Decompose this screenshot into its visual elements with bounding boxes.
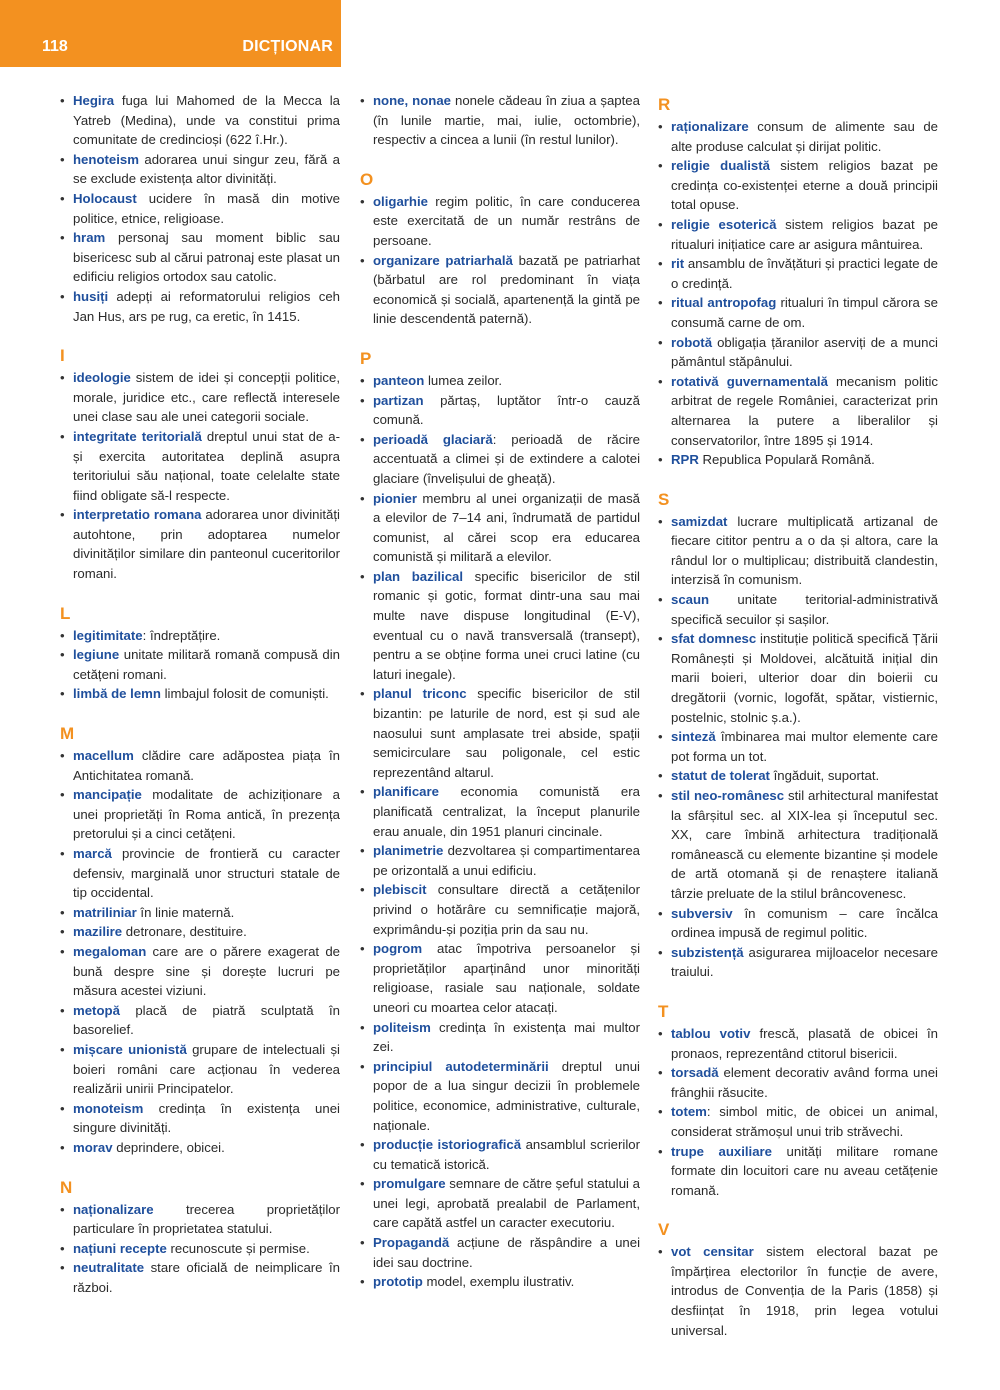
entry-definition: sistem electoral bazat pe împărțirea electorilor în funcție de avere, introdus de Convenția de la Paris (1858) și desființat în 1918, prin legea votului universal. xyxy=(671,1244,938,1338)
entry-term: Holocaust xyxy=(73,190,137,206)
glossary-entry xyxy=(658,629,938,727)
entry-term: națiuni recepte xyxy=(73,1240,167,1256)
glossary-entry xyxy=(658,372,938,450)
entry-definition: unități militare romane formate din locuitori care nu aveau cetățenie romană. xyxy=(671,1143,938,1198)
glossary-entry xyxy=(60,427,340,505)
entry-term: none, nonae xyxy=(373,93,451,108)
entry-definition: dreptul unui popor de a lua singur decizii în problemele politice, economice, administrative, culturale, naționale. xyxy=(373,1058,640,1133)
glossary-entry xyxy=(658,786,938,904)
page-header xyxy=(0,0,341,67)
glossary-entry xyxy=(60,1258,340,1297)
glossary-entry xyxy=(60,1099,340,1138)
entry-term: principiul autodeterminării xyxy=(373,1058,549,1074)
entry-term: robotă xyxy=(671,334,713,350)
entry-definition: specific bisericilor de stil bizantin: pe laturile de nord, est și sud ale naosului sunt amplasate trei abside, spații semicirculare sau poligonale, cel estic reprezentând altarul. xyxy=(373,686,640,780)
entry-term: hram xyxy=(73,230,106,246)
entry-definition: membru al unei organizații de masă a elevilor de 7–14 ani, îndrumată de partidul comunist, al cărei scop era educarea comunistă și militară a elevilor. xyxy=(373,490,640,565)
entry-term: planificare xyxy=(373,784,439,800)
section-letter: S xyxy=(658,489,670,509)
entry-definition: specific bisericilor de stil romanic și gotic, format dintr-una sau mai multe nave dispuse longitudinal (E-V), eventual cu o navă transversală (transept), pentru a se obține forma unei cruci latine (cu laturi inegale). xyxy=(373,568,640,682)
entry-definition: ritualuri în timpul cărora se consumă carne de om. xyxy=(671,295,938,330)
glossary-section xyxy=(60,91,340,326)
entry-definition: atac împotriva persoanelor și proprietăților aparținând unor minorități religioase, rasiale sau naționale, soldate uneori cu moartea celor atacați. xyxy=(373,941,640,1015)
entry-definition: recunoscute și permise. xyxy=(166,1240,310,1256)
glossary-entry xyxy=(658,333,938,372)
glossary-entry xyxy=(360,371,640,391)
glossary-entry xyxy=(60,228,340,287)
entry-definition: lucrare multiplicată artizanal de fiecare cititor pentru a o da și altora, care la rândul lor o multiplicau; distribuită clandestin, interzisă în comunism. xyxy=(671,513,938,588)
entry-definition: sistem religios bazat pe ritualuri inițiatice care ar asigura mântuirea. xyxy=(671,216,938,252)
glossary-entry xyxy=(658,293,938,332)
entry-definition: frescă, plasată de obicei în pronaos, reprezentând ctitorul bisericii. xyxy=(671,1025,939,1061)
entry-term: integritate teritorială xyxy=(73,428,202,444)
entry-list xyxy=(658,512,938,982)
glossary-entry xyxy=(658,254,938,293)
entry-definition: părtaș, luptător într-o cauză comună. xyxy=(373,392,640,428)
entry-term: rotativă guvernamentală xyxy=(671,373,828,389)
glossary-entry xyxy=(360,1057,640,1135)
glossary-entry xyxy=(60,1040,340,1099)
glossary-entry xyxy=(360,1174,640,1233)
glossary-entry xyxy=(658,1102,938,1141)
column-3 xyxy=(658,95,938,1360)
section-letter: O xyxy=(360,169,374,189)
entry-definition: în comunism – care încălca ordinea impusă de regimul politic. xyxy=(671,905,938,941)
entry-term: naționalizare xyxy=(73,1201,154,1217)
glossary-entry xyxy=(60,368,340,427)
entry-term: Hegira xyxy=(73,93,115,108)
entry-term: prototip xyxy=(373,1274,423,1290)
glossary-entry xyxy=(360,1272,640,1292)
glossary-section xyxy=(360,91,640,150)
glossary-entry xyxy=(658,727,938,766)
entry-definition: consum de alimente sau de alte produse calculat și dirijat politic. xyxy=(671,119,938,154)
entry-definition: mecanism politic arbitrat de regele României, caracterizat prin alternarea la putere a liberalilor și conservatorilor, între 1895 și 1914. xyxy=(671,373,938,448)
entry-term: plan bazilical xyxy=(373,568,464,584)
entry-term: legitimitate xyxy=(73,627,143,643)
entry-term: macellum xyxy=(73,748,134,764)
entry-definition: Republica Populară Română. xyxy=(698,452,875,468)
entry-term: totem xyxy=(671,1104,707,1120)
entry-term: politeism xyxy=(373,1019,431,1035)
glossary-section xyxy=(658,95,938,470)
entry-definition: îngăduit, suportat. xyxy=(769,768,880,784)
entry-list xyxy=(658,117,938,470)
entry-definition: ansamblu de învățături și practici legate de o credință. xyxy=(671,256,938,291)
entry-definition: obligația țăranilor aserviți de a munci pământul stăpânului. xyxy=(671,334,938,370)
entry-definition: provincie de frontieră cu caracter defensiv, marginală unor structuri statale de tip occidental. xyxy=(73,846,340,901)
glossary-entry xyxy=(60,626,340,646)
section-title: DICȚIONAR xyxy=(242,38,333,55)
entry-definition: instituție politică specifică Țării Românești și Moldovei, alcătuită inițial din marii boieri, ulterior doar din boierii cu dregătorii (vornic, logofăt, spătar, vistiernic, postelnic, stolnic ș.a.). xyxy=(671,631,938,725)
entry-term: ideologie xyxy=(73,370,131,386)
entry-term: trupe auxiliare xyxy=(671,1143,773,1159)
glossary-entry xyxy=(60,1239,340,1259)
entry-definition: adepți ai reformatorului religios ceh Jan Hus, ars pe rug, ca eretic, în 1415. xyxy=(73,288,340,324)
entry-definition: adorarea unor divinități autohtone, prin adoptarea numelor divinităților similare din panteonul cuceritorilor romani. xyxy=(73,507,340,582)
entry-definition: regim politic, în care conducerea este exercitată de un număr restrâns de persoane. xyxy=(373,193,640,248)
glossary-entry xyxy=(658,1024,938,1063)
glossary-entry xyxy=(658,156,938,215)
glossary-entry xyxy=(360,1233,640,1272)
glossary-section xyxy=(360,349,640,1292)
section-letter: M xyxy=(60,724,75,744)
entry-term: raționalizare xyxy=(671,119,749,134)
glossary-entry xyxy=(60,684,340,704)
entry-definition: lumea zeilor. xyxy=(424,372,502,388)
entry-term: planul triconc xyxy=(373,686,467,702)
glossary-section xyxy=(60,1178,340,1298)
entry-term: ritual antropofag xyxy=(671,295,777,311)
glossary-section xyxy=(60,724,340,1157)
entry-term: samizdat xyxy=(671,513,728,529)
glossary-section xyxy=(360,170,640,329)
entry-term: planimetrie xyxy=(373,843,444,859)
glossary-section xyxy=(658,490,938,982)
section-letter: V xyxy=(658,1220,670,1240)
entry-definition: care are o părere exagerat de bună despre sine și dorește lucruri pe măsura acestei viziuni. xyxy=(73,943,340,999)
glossary-entry xyxy=(60,844,340,903)
entry-definition: stare oficială de neimplicare în război. xyxy=(73,1260,340,1295)
entry-definition: element decorativ având forma unei frânghii răsucite. xyxy=(671,1065,938,1100)
page-number: 118 xyxy=(42,38,68,55)
entry-definition: clădire care adăpostea piața în Antichitatea romană. xyxy=(73,748,340,783)
entry-list xyxy=(658,1024,938,1200)
entry-term: megaloman xyxy=(73,943,147,959)
entry-definition: ucidere în masă din motive politice, etnice, religioase. xyxy=(73,190,340,226)
entry-definition: model, exemplu ilustrativ. xyxy=(422,1274,575,1290)
entry-definition: unitate teritorial-administrativă specifică secuilor și sașilor. xyxy=(671,592,938,627)
glossary-entry xyxy=(360,251,640,329)
glossary-entry xyxy=(360,192,640,251)
entry-term: perioadă glaciară xyxy=(373,431,493,447)
glossary-entry xyxy=(60,922,340,942)
entry-term: subzistență xyxy=(671,944,744,960)
section-letter: I xyxy=(60,346,65,366)
entry-list xyxy=(60,626,340,704)
entry-definition: credința în existența unei singure divinități. xyxy=(73,1100,340,1136)
entry-term: statut de tolerat xyxy=(671,768,770,784)
entry-term: pionier xyxy=(373,490,417,506)
glossary-entry xyxy=(658,766,938,786)
entry-definition: detronare, destituire. xyxy=(122,924,247,940)
entry-list xyxy=(60,368,340,584)
glossary-entry xyxy=(60,903,340,923)
section-letter: P xyxy=(360,348,372,368)
entry-term: stil neo-românesc xyxy=(671,788,785,803)
glossary-section xyxy=(60,346,340,584)
column-1 xyxy=(60,91,340,1317)
glossary-entry xyxy=(60,1001,340,1040)
entry-definition: : perioadă de răcire accentuată a climei și de extindere a calotei glaciare (învelișului de gheață). xyxy=(373,431,640,486)
glossary-entry xyxy=(360,391,640,430)
entry-term: organizare patriarhală xyxy=(373,252,513,268)
glossary-entry xyxy=(60,645,340,684)
entry-term: metopă xyxy=(73,1002,120,1018)
entry-term: subversiv xyxy=(671,905,733,921)
entry-term: sinteză xyxy=(671,729,716,745)
entry-term: henoteism xyxy=(73,151,139,167)
entry-term: producție istoriografică xyxy=(373,1137,522,1153)
glossary-entry xyxy=(360,91,640,150)
entry-definition: sistem de idei și concepții politice, morale, juridice etc., care reflectă interesele unei clase sau ale unei categorii sociale. xyxy=(73,370,340,425)
entry-list xyxy=(658,1242,938,1340)
glossary-entry xyxy=(360,939,640,1017)
entry-term: oligarhie xyxy=(373,193,428,209)
entry-definition: unitate militară romană compusă din cetățeni romani. xyxy=(73,647,340,682)
entry-list xyxy=(360,91,640,150)
entry-definition: trecerea proprietăților particulare în proprietatea statului. xyxy=(73,1201,340,1237)
section-letter: T xyxy=(658,1001,669,1021)
glossary-entry xyxy=(360,841,640,880)
entry-definition: stil arhitectural manifestat la sfârșitul sec. al XIX-lea și începutul sec. XX, care îmbină arhitectura tradițională românească cu elemente bizantine și modele de artă otomană și de renaștere italiană târzie preluate de la stilul brâncovenesc. xyxy=(671,788,938,901)
glossary-entry xyxy=(60,942,340,1001)
entry-term: religie esoterică xyxy=(671,216,777,232)
entry-term: neutralitate xyxy=(73,1260,145,1276)
entry-term: vot censitar xyxy=(671,1244,754,1260)
glossary-section xyxy=(60,604,340,704)
entry-term: partizan xyxy=(373,392,424,408)
glossary-entry xyxy=(658,943,938,982)
entry-term: marcă xyxy=(73,846,112,861)
entry-definition: economia comunistă era planificată centralizat, la început planurile erau anuale, din 1951 planuri cincinale. xyxy=(373,784,640,839)
entry-term: mișcare unionistă xyxy=(73,1041,187,1057)
glossary-entry xyxy=(60,746,340,785)
glossary-entry xyxy=(658,215,938,254)
entry-term: morav xyxy=(73,1139,113,1155)
glossary-entry xyxy=(60,91,340,150)
section-letter: N xyxy=(60,1177,73,1197)
entry-definition: deprindere, obicei. xyxy=(112,1139,225,1155)
section-letter: L xyxy=(60,603,71,623)
entry-term: tablou votiv xyxy=(671,1025,751,1041)
entry-definition: credința în existența mai multor zei. xyxy=(373,1019,640,1055)
glossary-entry xyxy=(360,430,640,489)
entry-term: mazilire xyxy=(73,924,123,940)
entry-definition: bazată pe patriarhat (bărbatul are rol predominant în viața economică și socială, apartenență la gintă pe linie descendentă paternă). xyxy=(373,252,641,327)
entry-term: legiune xyxy=(73,647,120,663)
glossary-entry xyxy=(658,1142,938,1201)
glossary-entry xyxy=(658,1063,938,1102)
entry-list xyxy=(60,746,340,1157)
glossary-entry xyxy=(360,1018,640,1057)
entry-term: scaun xyxy=(671,592,710,608)
entry-definition: acțiune de răspândire a unei idei sau doctrine. xyxy=(373,1235,640,1270)
glossary-entry xyxy=(360,684,640,782)
glossary-entry xyxy=(60,287,340,326)
glossary-entry xyxy=(658,450,938,470)
entry-definition: semnare de către șeful statului a unei legi, aprobată prealabil de Parlament, care capătă astfel un caracter executoriu. xyxy=(373,1176,640,1231)
glossary-entry xyxy=(360,782,640,841)
entry-term: monoteism xyxy=(73,1100,144,1116)
entry-definition: personaj sau moment biblic sau bisericesc sub al cărui patronaj este plasat un edificiu religios ortodox sau catolic. xyxy=(73,230,340,285)
glossary-entry xyxy=(60,1138,340,1158)
entry-term: promulgare xyxy=(373,1176,446,1192)
entry-definition: ansamblul scrierilor cu tematică istorică. xyxy=(373,1137,640,1172)
entry-list xyxy=(60,91,340,326)
entry-list xyxy=(60,1200,340,1298)
glossary-entry xyxy=(360,567,640,685)
entry-term: mancipație xyxy=(73,787,142,803)
entry-term: matriliniar xyxy=(73,904,137,920)
glossary-entry xyxy=(360,880,640,939)
entry-term: Propagandă xyxy=(373,1235,450,1251)
section-letter: R xyxy=(658,95,671,114)
glossary-entry xyxy=(658,590,938,629)
column-2 xyxy=(360,91,640,1312)
glossary-entry xyxy=(60,189,340,228)
entry-term: husiți xyxy=(73,288,109,304)
entry-definition: placă de piatră sculptată în basorelief. xyxy=(73,1002,340,1038)
entry-term: religie dualistă xyxy=(671,158,770,174)
entry-definition: limbajul folosit de comuniști. xyxy=(160,686,329,702)
entry-definition: modalitate de achiziționare a unei proprietăți în Roma antică, în prezența pretorului și a cinci cetățeni. xyxy=(73,787,340,842)
glossary-entry xyxy=(360,489,640,567)
glossary-entry xyxy=(658,117,938,156)
glossary-section xyxy=(658,1220,938,1340)
entry-term: sfat domnesc xyxy=(671,631,757,647)
entry-definition: consultare directă a cetățenilor privind o hotărâre cu semnificație majoră, exprimându-și poziția prin da sau nu. xyxy=(373,882,640,937)
entry-term: limbă de lemn xyxy=(73,686,161,702)
entry-list xyxy=(360,371,640,1292)
entry-definition: dreptul unui stat de a-și exercita autoritatea deplină asupra teritoriului său național, toate celelalte state fiind obligate să-l respecte. xyxy=(73,428,340,503)
entry-definition: : îndreptățire. xyxy=(142,627,221,643)
entry-definition: : simbol mitic, de obicei un animal, considerat strămoșul unui trib străvechi. xyxy=(671,1104,938,1139)
entry-list xyxy=(360,192,640,329)
glossary-entry xyxy=(658,512,938,590)
entry-term: plebiscit xyxy=(373,882,427,898)
entry-definition: fuga lui Mahomed de la Mecca la Yatreb (Medina), unde va constitui prima comunitate de credincioși (622 î.Hr.). xyxy=(73,93,340,148)
glossary-entry xyxy=(60,1200,340,1239)
glossary-entry xyxy=(658,1242,938,1340)
glossary-entry xyxy=(360,1135,640,1174)
entry-definition: nonele cădeau în ziua a șaptea (în lunile martie, mai, iulie, octombrie), respectiv a cincea a lunii (în restul lunilor). xyxy=(373,93,640,148)
entry-definition: asigurarea mijloacelor necesare traiului. xyxy=(671,944,938,980)
entry-definition: în linie maternă. xyxy=(136,904,235,920)
entry-term: pogrom xyxy=(373,941,423,957)
entry-term: panteon xyxy=(373,372,425,388)
glossary-entry xyxy=(60,785,340,844)
entry-definition: adorarea unui singur zeu, fără a se exclude existența altor divinități. xyxy=(73,151,340,187)
entry-term: rit xyxy=(671,256,685,272)
glossary-section xyxy=(658,1002,938,1200)
glossary-entry xyxy=(658,904,938,943)
entry-term: RPR xyxy=(671,452,699,468)
glossary-entry xyxy=(60,505,340,583)
entry-definition: grupare de intelectuali și boieri români care acționau în vederea realizării unirii Principatelor. xyxy=(73,1041,340,1097)
entry-definition: sistem religios bazat pe credința co-existenței eterne a două principii total opuse. xyxy=(671,158,938,213)
entry-definition: dezvoltarea și compartimentarea pe orizontală a unui edificiu. xyxy=(373,843,640,878)
entry-definition: îmbinarea mai multor elemente care pot forma un tot. xyxy=(671,729,938,764)
entry-term: interpretatio romana xyxy=(73,507,202,523)
entry-term: torsadă xyxy=(671,1065,719,1081)
glossary-entry xyxy=(60,150,340,189)
